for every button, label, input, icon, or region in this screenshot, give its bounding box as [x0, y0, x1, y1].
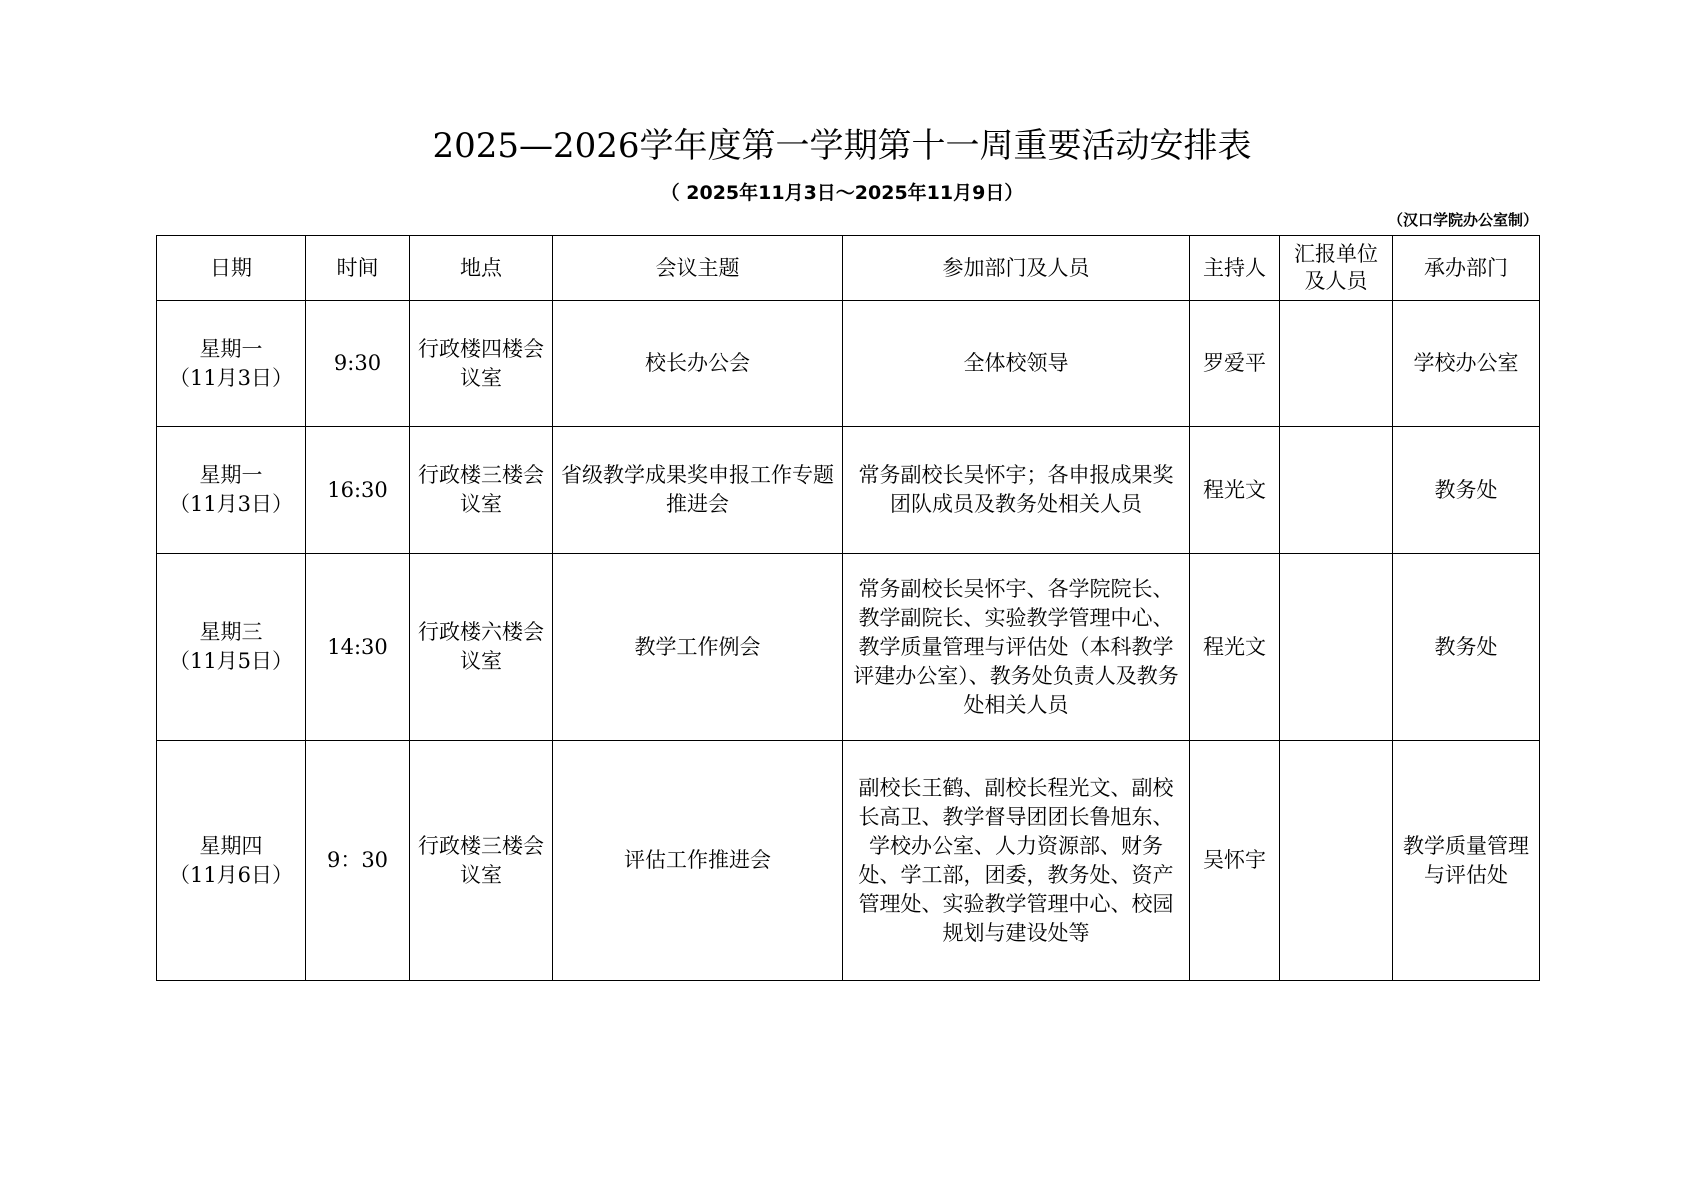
- header-time: 时间: [306, 236, 410, 301]
- topic-cell: 评估工作推进会: [553, 741, 843, 981]
- place-cell: 行政楼三楼会议室: [410, 741, 553, 981]
- organizer-cell: 教务处: [1393, 554, 1540, 741]
- organizer-cell: 教学质量管理与评估处: [1393, 741, 1540, 981]
- host-cell: 程光文: [1190, 554, 1280, 741]
- attendees-cell: 常务副校长吴怀宇；各申报成果奖团队成员及教务处相关人员: [843, 427, 1190, 554]
- weekday: 星期一: [199, 336, 263, 361]
- header-host: 主持人: [1190, 236, 1280, 301]
- date-cell: [157, 427, 306, 554]
- header-organizer: 承办部门: [1393, 236, 1540, 301]
- place-cell: 行政楼三楼会议室: [410, 427, 553, 554]
- document-title: 2025—2026学年度第一学期第十一周重要活动安排表: [432, 126, 1252, 166]
- header-date: 日期: [157, 236, 306, 301]
- date-range-subtitle: （ 2025年11月3日～2025年11月9日）: [660, 182, 1024, 204]
- header-reporter: 汇报单位及人员: [1280, 236, 1393, 301]
- date-cell: [157, 554, 306, 741]
- weekday: 星期三: [199, 620, 263, 644]
- time-cell: 9:30: [306, 301, 410, 427]
- place-cell: 行政楼四楼会议室: [410, 301, 553, 427]
- header-attendees: 参加部门及人员: [843, 236, 1190, 301]
- topic-cell: 校长办公会: [553, 301, 843, 427]
- host-cell: 吴怀宇: [1190, 741, 1280, 981]
- weekday: 星期四: [199, 833, 263, 858]
- table-row: [157, 427, 1540, 554]
- table-row: [157, 301, 1540, 427]
- date: （11月5日）: [168, 649, 294, 673]
- date: （11月3日）: [168, 492, 294, 516]
- table-row: [157, 554, 1540, 741]
- table-header-row: [157, 236, 1540, 301]
- date: （11月6日）: [168, 862, 294, 887]
- date: （11月3日）: [168, 365, 294, 390]
- header-place: 地点: [410, 236, 553, 301]
- table-row: [157, 741, 1540, 981]
- issuer-note: （汉口学院办公室制）: [1387, 211, 1538, 229]
- date-cell: [157, 741, 306, 981]
- topic-cell: 省级教学成果奖申报工作专题推进会: [553, 427, 843, 554]
- topic-cell: 教学工作例会: [553, 554, 843, 741]
- reporter-cell: [1280, 427, 1393, 554]
- reporter-cell: [1280, 301, 1393, 427]
- reporter-cell: [1280, 554, 1393, 741]
- activity-schedule-table: [156, 235, 1540, 981]
- organizer-cell: 教务处: [1393, 427, 1540, 554]
- attendees-cell: 副校长王鹤、副校长程光文、副校长高卫、教学督导团团长鲁旭东、学校办公室、人力资源部、财务处、学工部，团委，教务处、资产管理处、实验教学管理中心、校园规划与建设处等: [843, 741, 1190, 981]
- place-cell: 行政楼六楼会议室: [410, 554, 553, 741]
- attendees-cell: 常务副校长吴怀宇、各学院院长、教学副院长、实验教学管理中心、教学质量管理与评估处（本科教学评建办公室）、教务处负责人及教务处相关人员: [843, 554, 1190, 741]
- attendees-cell: 全体校领导: [843, 301, 1190, 427]
- date-cell: [157, 301, 306, 427]
- weekday: 星期一: [199, 463, 263, 487]
- host-cell: 罗爱平: [1190, 301, 1280, 427]
- time-cell: 16:30: [306, 427, 410, 554]
- reporter-cell: [1280, 741, 1393, 981]
- host-cell: 程光文: [1190, 427, 1280, 554]
- time-cell: 9：30: [306, 741, 410, 981]
- header-topic: 会议主题: [553, 236, 843, 301]
- organizer-cell: 学校办公室: [1393, 301, 1540, 427]
- time-cell: 14:30: [306, 554, 410, 741]
